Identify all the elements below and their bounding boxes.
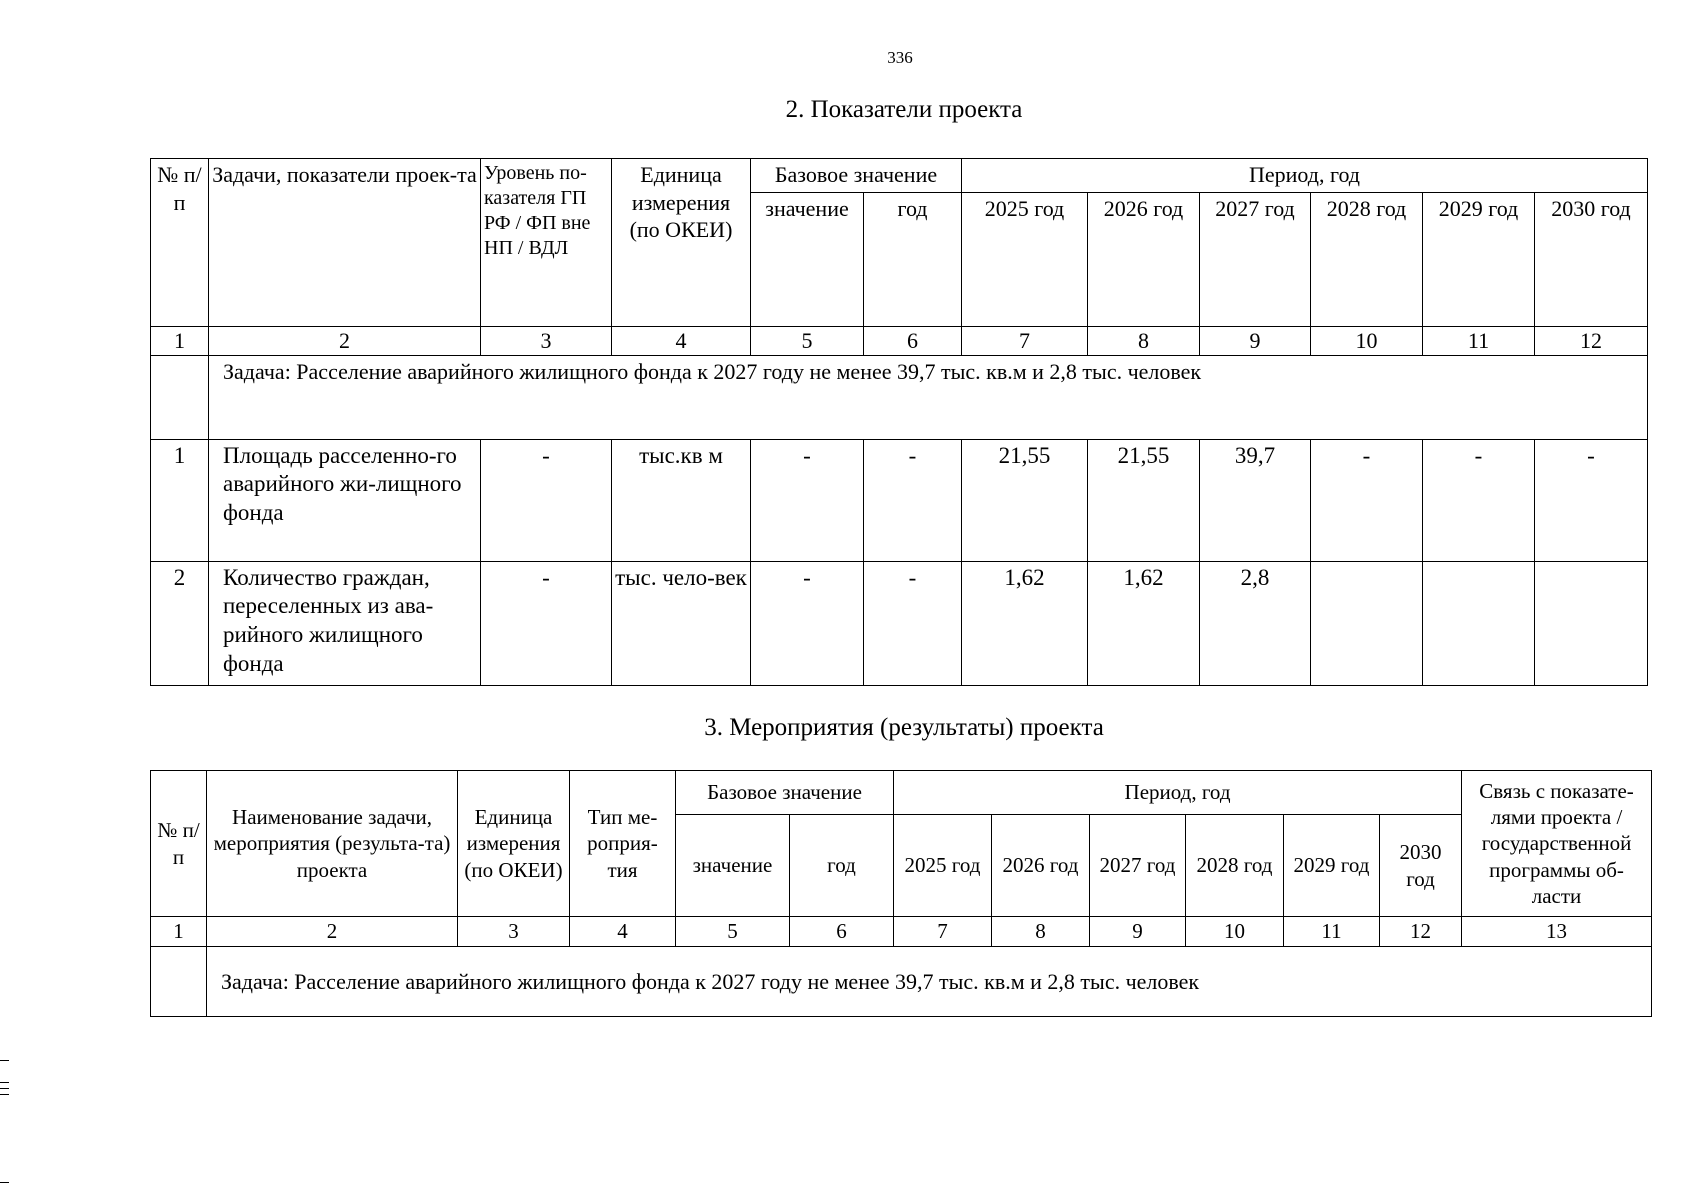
page-number: 336 <box>887 48 913 67</box>
task-row: Задача: Расселение аварийного жилищного фонда к 2027 году не менее 39,7 тыс. кв.м и 2,8 тыс. человек <box>207 947 1652 1017</box>
section-2-title: 2. Показатели проекта <box>785 96 1023 123</box>
value-2029: - <box>1423 439 1535 561</box>
task-num-cell <box>151 355 209 439</box>
header-2030: 2030 год <box>1380 815 1462 917</box>
value-2029 <box>1423 561 1535 685</box>
header-2026: 2026 год <box>1088 193 1200 327</box>
header-base-value: значение <box>676 815 790 917</box>
col-number: 8 <box>1088 327 1200 356</box>
section-3-title: 3. Мероприятия (результаты) проекта <box>704 714 1104 741</box>
header-type: Тип ме-роприя-тия <box>570 771 676 917</box>
header-unit: Единица измерения (по ОКЕИ) <box>612 159 751 327</box>
activities-table <box>150 770 1652 1017</box>
header-name: Наименование задачи, мероприятия (результа-та) проекта <box>207 771 458 917</box>
header-base-year: год <box>864 193 962 327</box>
header-tasks: Задачи, показатели проек-та <box>209 159 481 327</box>
header-base: Базовое значение <box>676 771 894 815</box>
value-2025: 1,62 <box>962 561 1088 685</box>
header-base-year: год <box>790 815 894 917</box>
header-2027: 2027 год <box>1090 815 1186 917</box>
indicator-row <box>151 439 1648 561</box>
indicator-level: - <box>481 561 612 685</box>
header-unit: Единица измерения (по ОКЕИ) <box>458 771 570 917</box>
col-number: 7 <box>962 327 1088 356</box>
indicator-name: Площадь расселенно-го аварийного жи-лищного фонда <box>209 439 481 561</box>
col-number: 12 <box>1535 327 1648 356</box>
value-2027: 2,8 <box>1200 561 1311 685</box>
indicators-table <box>150 158 1648 686</box>
col-number: 9 <box>1200 327 1311 356</box>
task-num-cell <box>151 947 207 1017</box>
indicator-name: Количество граждан, переселенных из ава-рийного жилищного фонда <box>209 561 481 685</box>
header-num: № п/п <box>151 771 207 917</box>
value-2030 <box>1535 561 1648 685</box>
header-2025: 2025 год <box>962 193 1088 327</box>
margin-mark <box>0 1094 9 1095</box>
indicator-level: - <box>481 439 612 561</box>
col-number: 2 <box>207 917 458 947</box>
col-number: 2 <box>209 327 481 356</box>
header-2027: 2027 год <box>1200 193 1311 327</box>
header-period: Период, год <box>962 159 1648 193</box>
col-number: 6 <box>864 327 962 356</box>
col-number: 7 <box>894 917 992 947</box>
col-number: 12 <box>1380 917 1462 947</box>
task-row: Задача: Расселение аварийного жилищного фонда к 2027 году не менее 39,7 тыс. кв.м и 2,8 тыс. человек <box>209 355 1648 439</box>
indicator-unit: тыс. чело-век <box>612 561 751 685</box>
value-2028 <box>1311 561 1423 685</box>
base-value: - <box>751 561 864 685</box>
col-number: 4 <box>612 327 751 356</box>
value-2030: - <box>1535 439 1648 561</box>
header-2030: 2030 год <box>1535 193 1648 327</box>
margin-mark <box>0 1088 9 1089</box>
row-num: 2 <box>151 561 209 685</box>
col-number: 3 <box>458 917 570 947</box>
value-2026: 21,55 <box>1088 439 1200 561</box>
col-number: 8 <box>992 917 1090 947</box>
margin-mark <box>0 1182 9 1183</box>
col-number: 6 <box>790 917 894 947</box>
base-value: - <box>751 439 864 561</box>
col-number: 5 <box>676 917 790 947</box>
value-2027: 39,7 <box>1200 439 1311 561</box>
margin-mark <box>0 1060 9 1061</box>
col-number: 11 <box>1423 327 1535 356</box>
header-2028: 2028 год <box>1186 815 1284 917</box>
value-2025: 21,55 <box>962 439 1088 561</box>
indicator-row <box>151 561 1648 685</box>
col-number: 4 <box>570 917 676 947</box>
col-number: 5 <box>751 327 864 356</box>
indicator-unit: тыс.кв м <box>612 439 751 561</box>
col-number: 10 <box>1311 327 1423 356</box>
col-number: 13 <box>1462 917 1652 947</box>
header-2028: 2028 год <box>1311 193 1423 327</box>
value-2026: 1,62 <box>1088 561 1200 685</box>
col-number: 3 <box>481 327 612 356</box>
row-num: 1 <box>151 439 209 561</box>
header-2029: 2029 год <box>1284 815 1380 917</box>
col-number: 11 <box>1284 917 1380 947</box>
header-base-value: значение <box>751 193 864 327</box>
header-link: Связь с показате-лями проекта / государственной программы об-ласти <box>1462 771 1652 917</box>
col-number: 9 <box>1090 917 1186 947</box>
header-num: № п/п <box>151 159 209 327</box>
header-period: Период, год <box>894 771 1462 815</box>
col-number: 1 <box>151 327 209 356</box>
header-base: Базовое значение <box>751 159 962 193</box>
col-number: 1 <box>151 917 207 947</box>
base-year: - <box>864 439 962 561</box>
header-2025: 2025 год <box>894 815 992 917</box>
col-number: 10 <box>1186 917 1284 947</box>
margin-mark <box>0 1082 9 1083</box>
header-2029: 2029 год <box>1423 193 1535 327</box>
header-2026: 2026 год <box>992 815 1090 917</box>
header-level: Уровень по-казателя ГП РФ / ФП вне НП / ВДЛ <box>481 159 612 327</box>
base-year: - <box>864 561 962 685</box>
value-2028: - <box>1311 439 1423 561</box>
